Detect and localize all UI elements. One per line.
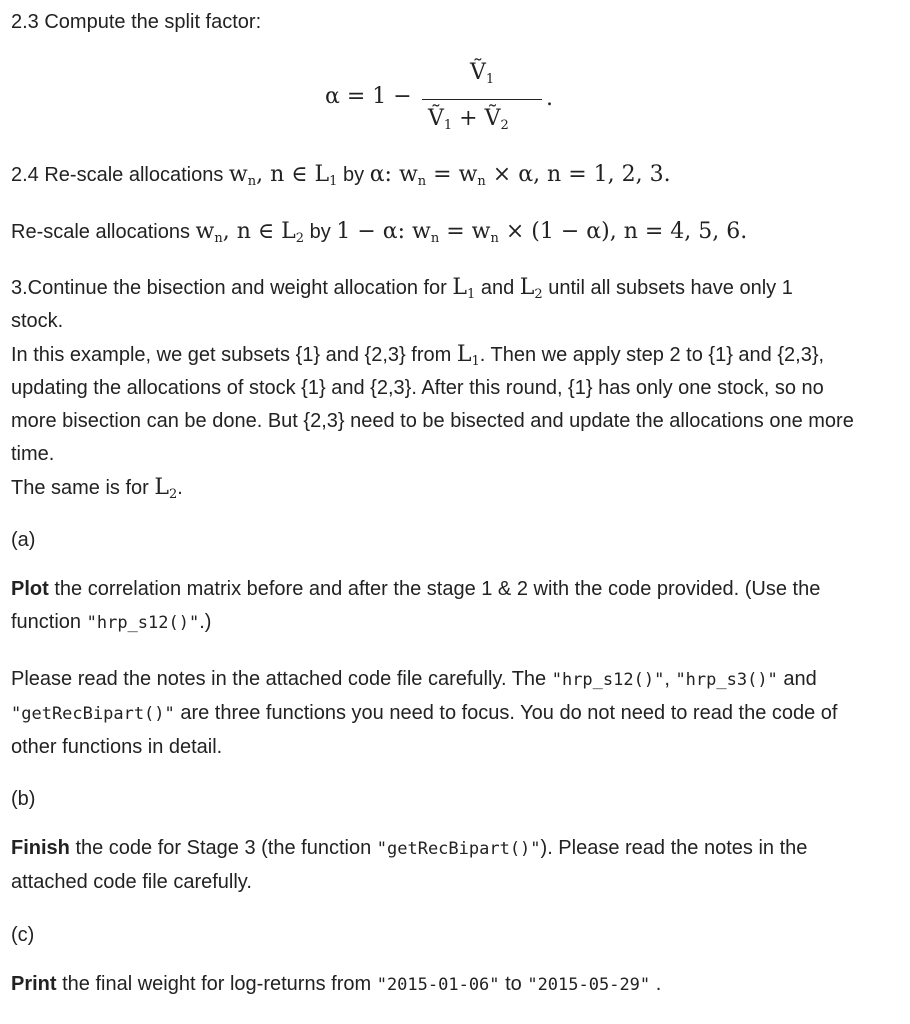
step-2-4-line: 2.4 Re-scale allocations $w_n$, n ∈ $L_1$ by α: $w_n = w_n \times \alpha$, n = 1, 2, 3.: [11, 162, 671, 189]
part-c-label: (c): [11, 924, 35, 946]
notes-paragraph: Please read the notes in the attached code file carefully. The "hrp_s12()", "hrp_s3()" and "getRecBipart()" are three functions you need to focus. You do not need to read the code of other functions in detail.: [11, 668, 838, 758]
same-for-l2-line: The same is for $L_2$.: [11, 475, 183, 502]
formula-numerator: Ṽ$_1$: [470, 60, 495, 87]
formula-period: .: [546, 86, 553, 111]
part-c-instruction: Print the final weight for log-returns from "2015-01-06" to "2015-05-29" .: [11, 973, 662, 995]
formula-lhs: α = 1 −: [325, 84, 412, 109]
part-a-instruction: Plot the correlation matrix before and after the stage 1 & 2 with the code provided. (Use the function "hrp_s12()".): [11, 578, 821, 633]
rescale-l2-line: Re-scale allocations $w_n$, n ∈ $L_2$ by 1 − α: $w_n = w_n \times (1 - \alpha)$, n = 4, 5, 6.: [11, 219, 748, 246]
part-a-label: (a): [11, 529, 36, 551]
part-b-instruction: Finish the code for Stage 3 (the function "getRecBipart()"). Please read the notes in the attached code file carefully.: [11, 837, 808, 893]
example-paragraph: In this example, we get subsets {1} and {2,3} from $L_1$. Then we apply step 2 to {1} and {2,3}, updating the allocations of stock {1} and {2,3}. After this round, {1} has only one stock, so no more bisection can be done. But {2,3} need to be bisected and update the allocations one more time.: [11, 342, 854, 465]
formula-denominator: Ṽ$_1$ + Ṽ$_2$: [428, 106, 509, 133]
step-2-3-heading: 2.3 Compute the split factor:: [11, 11, 262, 33]
part-b-label: (b): [11, 788, 36, 810]
step-3-paragraph: 3.Continue the bisection and weight allocation for $L_1$ and $L_2$ until all subsets have only 1 stock.: [11, 275, 793, 332]
fraction-bar: [422, 99, 542, 100]
